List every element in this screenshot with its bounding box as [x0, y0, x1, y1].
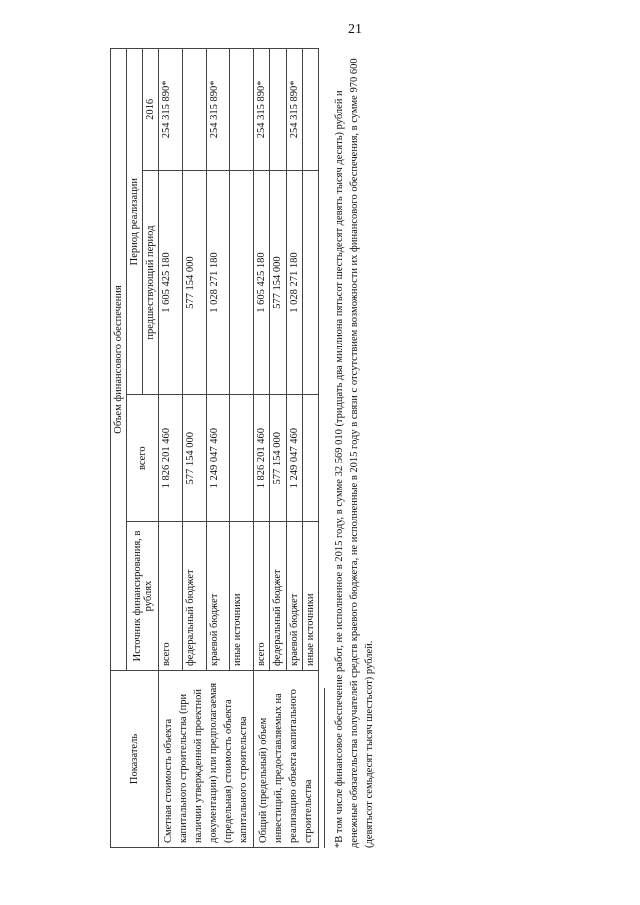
- header-source: Источник финансирования, в рублях: [127, 522, 159, 671]
- header-indicator: Показатель: [111, 671, 159, 848]
- year-cell: 254 315 890*: [206, 49, 230, 171]
- previous-cell: 577 154 000: [270, 170, 286, 395]
- source-cell: краевой бюджет: [286, 522, 302, 671]
- previous-cell: [230, 170, 254, 395]
- page-number: 21: [348, 22, 362, 37]
- previous-cell: 1 028 271 180: [286, 170, 302, 395]
- source-cell: всего: [254, 522, 270, 671]
- year-cell: 254 315 890*: [159, 49, 183, 171]
- total-cell: 1 249 047 460: [286, 395, 302, 522]
- header-year: 2016: [143, 49, 159, 171]
- source-cell: иные источники: [302, 522, 318, 671]
- source-cell: всего: [159, 522, 183, 671]
- total-cell: 1 826 201 460: [254, 395, 270, 522]
- previous-cell: [302, 170, 318, 395]
- source-cell: федеральный бюджет: [270, 522, 286, 671]
- total-cell: 577 154 000: [182, 395, 206, 522]
- source-cell: краевой бюджет: [206, 522, 230, 671]
- previous-cell: 1 028 271 180: [206, 170, 230, 395]
- total-cell: [302, 395, 318, 522]
- previous-cell: 1 605 425 180: [254, 170, 270, 395]
- header-total: всего: [127, 395, 159, 522]
- total-cell: 1 249 047 460: [206, 395, 230, 522]
- source-cell: федеральный бюджет: [182, 522, 206, 671]
- previous-cell: 577 154 000: [182, 170, 206, 395]
- table-row: [254, 49, 270, 848]
- year-cell: [302, 49, 318, 171]
- year-cell: 254 315 890*: [254, 49, 270, 171]
- indicator-estimated-cost: Сметная стоимость объекта капитального строительства (при наличии утвержденной проектной документации) или предполагаемая (предельная) стоимость объекта капитального строительства: [159, 671, 254, 848]
- total-cell: 1 826 201 460: [159, 395, 183, 522]
- header-period: Период реализации: [127, 49, 143, 395]
- table-row: [159, 49, 183, 848]
- financing-table: [110, 48, 319, 848]
- header-previous-period: предшествующий период: [143, 170, 159, 395]
- source-cell: иные источники: [230, 522, 254, 671]
- year-cell: [182, 49, 206, 171]
- total-cell: [230, 395, 254, 522]
- year-cell: [230, 49, 254, 171]
- total-cell: 577 154 000: [270, 395, 286, 522]
- footnote: *В том числе финансовое обеспечение работ, не исполненное в 2015 году, в сумме 32 569 010 (тридцать два миллиона пятьсот шестьдесят девять тысяч десять) рублей и денежные обязательства получателей средств краевого бюджета, не исполненные в 2015 году в связи с отсутствием возможности их финансового обеспечения, в сумме 970 600 (девятьсот семьдесят тысяч шестьсот) рублей.: [334, 58, 375, 848]
- year-cell: 254 315 890*: [286, 49, 302, 171]
- rotated-page-content: [110, 48, 420, 848]
- footnote-divider: [324, 688, 325, 848]
- header-funding-volume: Объем финансового обеспечения: [111, 49, 127, 671]
- indicator-total-investment: Общий (предельный) объем инвестиций, предоставляемых на реализацию объекта капитального строительства: [254, 671, 319, 848]
- previous-cell: 1 605 425 180: [159, 170, 183, 395]
- year-cell: [270, 49, 286, 171]
